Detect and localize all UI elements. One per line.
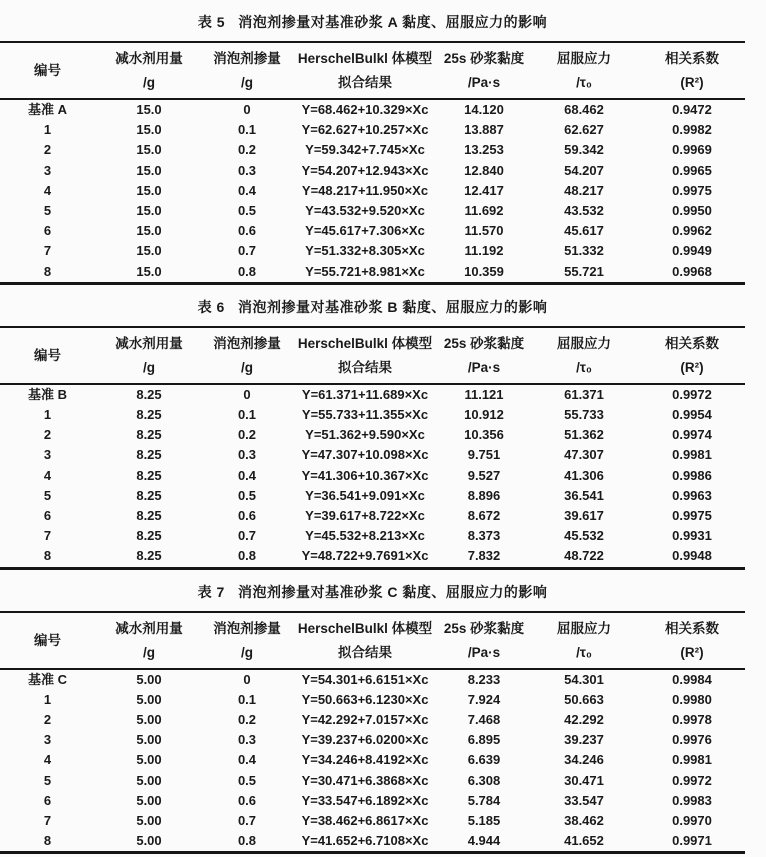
- cell: 0.9969: [672, 142, 712, 158]
- col-header-yield-stress: 屈服应力 /τ₀: [557, 335, 611, 375]
- col-header-viscosity: 25s 砂浆黏度 /Pa·s: [443, 620, 525, 660]
- table6-body: [0, 384, 745, 568]
- table6-title: 表 6 消泡剂掺量对基准砂浆 B 黏度、屈服应力的影响: [197, 298, 548, 315]
- cell: 15.0: [136, 182, 162, 198]
- cell: 0.9965: [672, 162, 712, 178]
- cell: 8.896: [467, 487, 501, 503]
- cell: 1: [43, 407, 52, 423]
- table6-header: [0, 327, 745, 384]
- cell: Y=55.733+11.355×Xc: [301, 407, 429, 423]
- table5-header: [0, 42, 745, 99]
- cell: 51.332: [564, 243, 604, 259]
- table-row: [0, 405, 745, 425]
- cell: 5.00: [136, 772, 162, 788]
- cell: 0.9954: [672, 407, 712, 423]
- cell: Y=55.721+8.981×Xc: [305, 263, 425, 279]
- cell: 0.5: [237, 772, 257, 788]
- cell: 43.532: [564, 203, 604, 219]
- cell: 6.639: [467, 752, 501, 768]
- cell: 0.4: [237, 752, 257, 768]
- table-row: [0, 262, 745, 284]
- cell: 41.306: [564, 467, 604, 483]
- cell: 10.356: [464, 427, 504, 443]
- cell: Y=38.462+6.8617×Xc: [301, 813, 429, 829]
- cell: 7: [43, 243, 52, 259]
- cell: 0.9975: [672, 182, 712, 198]
- cell: 0.9976: [672, 732, 712, 748]
- cell: 0.9975: [672, 508, 712, 524]
- cell: 13.887: [464, 122, 504, 138]
- cell: 0.9972: [672, 772, 712, 788]
- cell: 2: [43, 712, 52, 728]
- cell: 0.3: [237, 447, 257, 463]
- col-header-viscosity: 25s 砂浆黏度 /Pa·s: [443, 51, 525, 90]
- cell: 8.25: [136, 407, 162, 423]
- cell: 5: [43, 487, 52, 503]
- cell: 0: [243, 102, 251, 117]
- cell: Y=51.332+8.305×Xc: [305, 243, 425, 259]
- cell: 4: [43, 467, 52, 483]
- cell: 0.6: [237, 223, 257, 239]
- cell: 0.9949: [672, 243, 712, 259]
- cell: Y=41.652+6.7108×Xc: [301, 833, 429, 849]
- cell: 0.9970: [672, 813, 712, 829]
- cell: 10.359: [464, 263, 504, 279]
- cell: 14.120: [464, 102, 504, 117]
- cell: 12.417: [464, 182, 504, 198]
- cell: 4.944: [467, 833, 501, 849]
- cell: Y=43.532+9.520×Xc: [305, 203, 425, 219]
- cell: 6.308: [467, 772, 501, 788]
- cell: 0.7: [237, 528, 257, 544]
- table-row: [0, 161, 745, 181]
- cell: 39.237: [564, 732, 604, 748]
- cell: 1: [43, 691, 52, 707]
- cell: 0.7: [237, 243, 257, 259]
- table-row: [0, 241, 745, 261]
- cell: 5.00: [136, 732, 162, 748]
- cell: 基准 B: [27, 386, 67, 402]
- cell: 3: [43, 447, 52, 463]
- cell: Y=54.301+6.6151×Xc: [301, 671, 429, 687]
- cell: 0.8: [237, 263, 257, 279]
- cell: 47.307: [564, 447, 604, 463]
- cell: 34.246: [564, 752, 604, 768]
- cell: 8.373: [467, 528, 501, 544]
- cell: 4: [43, 752, 52, 768]
- table-row: [0, 445, 745, 465]
- table7: [0, 611, 745, 855]
- cell: 5.00: [136, 691, 162, 707]
- cell: 41.652: [564, 833, 604, 849]
- cell: 5.00: [136, 712, 162, 728]
- col-header-defoamer: 消泡剂掺量 /g: [213, 335, 281, 375]
- cell: 0.1: [237, 407, 257, 423]
- cell: 8.25: [136, 447, 162, 463]
- col-header-id: 编号: [34, 632, 61, 648]
- cell: Y=62.627+10.257×Xc: [301, 122, 429, 138]
- cell: 33.547: [564, 792, 604, 808]
- col-header-id: 编号: [34, 63, 61, 78]
- cell: 0.9981: [672, 447, 712, 463]
- cell: 0.9981: [672, 752, 712, 768]
- cell: 0.9978: [672, 712, 712, 728]
- cell: 6: [43, 792, 52, 808]
- table7-body: [0, 669, 745, 853]
- table-row: [0, 466, 745, 486]
- cell: 8.25: [136, 427, 162, 443]
- cell: 15.0: [136, 102, 162, 117]
- cell: 0.9950: [672, 203, 712, 219]
- cell: 11.121: [464, 386, 504, 402]
- cell: 1: [43, 122, 52, 138]
- table-row: [0, 99, 745, 120]
- cell: 0.9971: [672, 833, 712, 849]
- table-row: [0, 811, 745, 831]
- cell: 8: [43, 548, 52, 564]
- table-row: [0, 201, 745, 221]
- cell: 基准 A: [27, 102, 67, 117]
- cell: 8: [43, 833, 52, 849]
- cell: Y=61.371+11.689×Xc: [301, 386, 429, 402]
- table6-section: [0, 298, 745, 570]
- cell: 5.00: [136, 671, 162, 687]
- col-header-defoamer: 消泡剂掺量 /g: [213, 51, 281, 90]
- table5-title: 表 5 消泡剂掺量对基准砂浆 A 黏度、屈服应力的影响: [197, 14, 548, 30]
- cell: 0.9983: [672, 792, 712, 808]
- cell: 15.0: [136, 203, 162, 219]
- cell: 0: [243, 671, 251, 687]
- cell: 0.9962: [672, 223, 712, 239]
- table5-body: [0, 99, 745, 283]
- cell: 0.3: [237, 162, 257, 178]
- table-row: [0, 181, 745, 201]
- cell: 6.895: [467, 732, 501, 748]
- cell: 10.912: [464, 407, 504, 423]
- table-row: [0, 120, 745, 140]
- cell: 0.9986: [672, 467, 712, 483]
- col-header-water-reducer: 减水剂用量 /g: [115, 335, 183, 375]
- cell: 8.25: [136, 467, 162, 483]
- cell: 61.371: [564, 386, 604, 402]
- table-row: [0, 791, 745, 811]
- cell: Y=34.246+8.4192×Xc: [301, 752, 429, 768]
- cell: 0.4: [237, 467, 257, 483]
- cell: 0.7: [237, 813, 257, 829]
- cell: 55.733: [564, 407, 604, 423]
- cell: 0: [243, 386, 251, 402]
- cell: Y=54.207+12.943×Xc: [301, 162, 429, 178]
- col-header-r2: 相关系数 (R²): [665, 51, 719, 90]
- cell: 68.462: [564, 102, 604, 117]
- cell: 基准 C: [27, 671, 67, 687]
- cell: 0.2: [237, 427, 257, 443]
- table-row: [0, 730, 745, 750]
- cell: 0.9968: [672, 263, 712, 279]
- cell: 50.663: [564, 691, 604, 707]
- cell: Y=51.362+9.590×Xc: [305, 427, 425, 443]
- cell: 5.00: [136, 833, 162, 849]
- cell: 0.1: [237, 691, 257, 707]
- cell: 0.9948: [672, 548, 712, 564]
- cell: 4: [43, 182, 52, 198]
- cell: 11.692: [464, 203, 504, 219]
- cell: 0.8: [237, 833, 257, 849]
- cell: 3: [43, 732, 52, 748]
- table6: [0, 326, 745, 570]
- cell: 7.924: [467, 691, 501, 707]
- cell: Y=48.217+11.950×Xc: [301, 182, 429, 198]
- cell: 12.840: [464, 162, 504, 178]
- col-header-viscosity: 25s 砂浆黏度 /Pa·s: [443, 335, 525, 375]
- cell: 0.5: [237, 203, 257, 219]
- cell: 11.192: [464, 243, 504, 259]
- cell: 5.00: [136, 792, 162, 808]
- cell: Y=41.306+10.367×Xc: [301, 467, 429, 483]
- col-header-r2: 相关系数 (R²): [665, 620, 719, 660]
- table7-title: 表 7 消泡剂掺量对基准砂浆 C 黏度、屈服应力的影响: [197, 583, 548, 600]
- table-row: [0, 140, 745, 160]
- cell: 15.0: [136, 142, 162, 158]
- cell: 0.3: [237, 732, 257, 748]
- table-row: [0, 384, 745, 405]
- table5: [0, 41, 745, 285]
- cell: 8.25: [136, 508, 162, 524]
- cell: 0.9974: [672, 427, 712, 443]
- cell: 5: [43, 203, 52, 219]
- cell: 39.617: [564, 508, 604, 524]
- cell: Y=45.532+8.213×Xc: [305, 528, 425, 544]
- cell: 2: [43, 427, 52, 443]
- table-row: [0, 771, 745, 791]
- table-row: [0, 486, 745, 506]
- cell: 0.8: [237, 548, 257, 564]
- cell: 7.468: [467, 712, 501, 728]
- cell: 0.9984: [672, 671, 712, 687]
- table-row: [0, 425, 745, 445]
- cell: Y=45.617+7.306×Xc: [305, 223, 425, 239]
- cell: Y=50.663+6.1230×Xc: [301, 691, 429, 707]
- cell: 38.462: [564, 813, 604, 829]
- cell: 0.6: [237, 508, 257, 524]
- col-header-defoamer: 消泡剂掺量 /g: [213, 620, 281, 660]
- col-header-model: HerschelBulkl 体模型 拟合结果: [297, 335, 433, 375]
- col-header-yield-stress: 屈服应力 /τ₀: [557, 620, 611, 660]
- cell: 0.9972: [672, 386, 712, 402]
- table-row: [0, 526, 745, 546]
- cell: 0.5: [237, 487, 257, 503]
- cell: 8.25: [136, 487, 162, 503]
- table-row: [0, 546, 745, 568]
- table-row: [0, 669, 745, 690]
- cell: 5.00: [136, 813, 162, 829]
- table7-header: [0, 612, 745, 669]
- cell: 9.751: [467, 447, 501, 463]
- cell: 36.541: [564, 487, 604, 503]
- cell: 59.342: [564, 142, 604, 158]
- cell: 3: [43, 162, 52, 178]
- table5-section: [0, 13, 745, 285]
- cell: 8.672: [467, 508, 501, 524]
- cell: 9.527: [467, 467, 501, 483]
- cell: 0.4: [237, 182, 257, 198]
- cell: 2: [43, 142, 52, 158]
- cell: 0.6: [237, 792, 257, 808]
- cell: 5.185: [467, 813, 501, 829]
- table-row: [0, 710, 745, 730]
- cell: 13.253: [464, 142, 504, 158]
- cell: 6: [43, 508, 52, 524]
- cell: Y=36.541+9.091×Xc: [305, 487, 425, 503]
- cell: 15.0: [136, 243, 162, 259]
- cell: 8.25: [136, 548, 162, 564]
- cell: Y=48.722+9.7691×Xc: [301, 548, 429, 564]
- cell: 8.233: [467, 671, 501, 687]
- col-header-model: HerschelBulkl 体模型 拟合结果: [297, 620, 433, 660]
- cell: 15.0: [136, 122, 162, 138]
- col-header-model: HerschelBulkl 体模型 拟合结果: [297, 51, 433, 90]
- cell: 62.627: [564, 122, 604, 138]
- cell: 54.207: [564, 162, 604, 178]
- cell: 0.2: [237, 712, 257, 728]
- table-row: [0, 506, 745, 526]
- cell: 30.471: [564, 772, 604, 788]
- cell: 7: [43, 528, 52, 544]
- table-row: [0, 831, 745, 853]
- table-row: [0, 221, 745, 241]
- table-row: [0, 750, 745, 770]
- cell: 0.9982: [672, 122, 712, 138]
- cell: 8.25: [136, 528, 162, 544]
- cell: 6: [43, 223, 52, 239]
- cell: 15.0: [136, 223, 162, 239]
- cell: 0.2: [237, 142, 257, 158]
- cell: 0.9931: [672, 528, 712, 544]
- cell: 8: [43, 263, 52, 279]
- cell: 0.9472: [672, 102, 712, 117]
- cell: 54.301: [564, 671, 604, 687]
- col-header-water-reducer: 减水剂用量 /g: [115, 51, 183, 90]
- cell: Y=47.307+10.098×Xc: [301, 447, 429, 463]
- cell: Y=33.547+6.1892×Xc: [301, 792, 429, 808]
- cell: 7: [43, 813, 52, 829]
- col-header-id: 编号: [34, 347, 61, 363]
- col-header-water-reducer: 减水剂用量 /g: [115, 620, 183, 660]
- cell: 55.721: [564, 263, 604, 279]
- cell: Y=68.462+10.329×Xc: [301, 102, 429, 117]
- cell: 11.570: [464, 223, 504, 239]
- cell: 0.9963: [672, 487, 712, 503]
- table-row: [0, 690, 745, 710]
- cell: 51.362: [564, 427, 604, 443]
- col-header-yield-stress: 屈服应力 /τ₀: [557, 51, 611, 90]
- cell: Y=30.471+6.3868×Xc: [301, 772, 429, 788]
- cell: 15.0: [136, 162, 162, 178]
- cell: Y=39.617+8.722×Xc: [305, 508, 425, 524]
- cell: 5: [43, 772, 52, 788]
- cell: 45.617: [564, 223, 604, 239]
- cell: 7.832: [467, 548, 501, 564]
- cell: Y=59.342+7.745×Xc: [305, 142, 425, 158]
- cell: 8.25: [136, 386, 162, 402]
- cell: 15.0: [136, 263, 162, 279]
- col-header-r2: 相关系数 (R²): [665, 335, 719, 375]
- cell: 45.532: [564, 528, 604, 544]
- table7-section: [0, 583, 745, 855]
- cell: 5.784: [467, 792, 501, 808]
- cell: 42.292: [564, 712, 604, 728]
- cell: 48.217: [564, 182, 604, 198]
- cell: 5.00: [136, 752, 162, 768]
- cell: 0.9980: [672, 691, 712, 707]
- cell: Y=42.292+7.0157×Xc: [301, 712, 429, 728]
- cell: 0.1: [237, 122, 257, 138]
- cell: Y=39.237+6.0200×Xc: [301, 732, 429, 748]
- cell: 48.722: [564, 548, 604, 564]
